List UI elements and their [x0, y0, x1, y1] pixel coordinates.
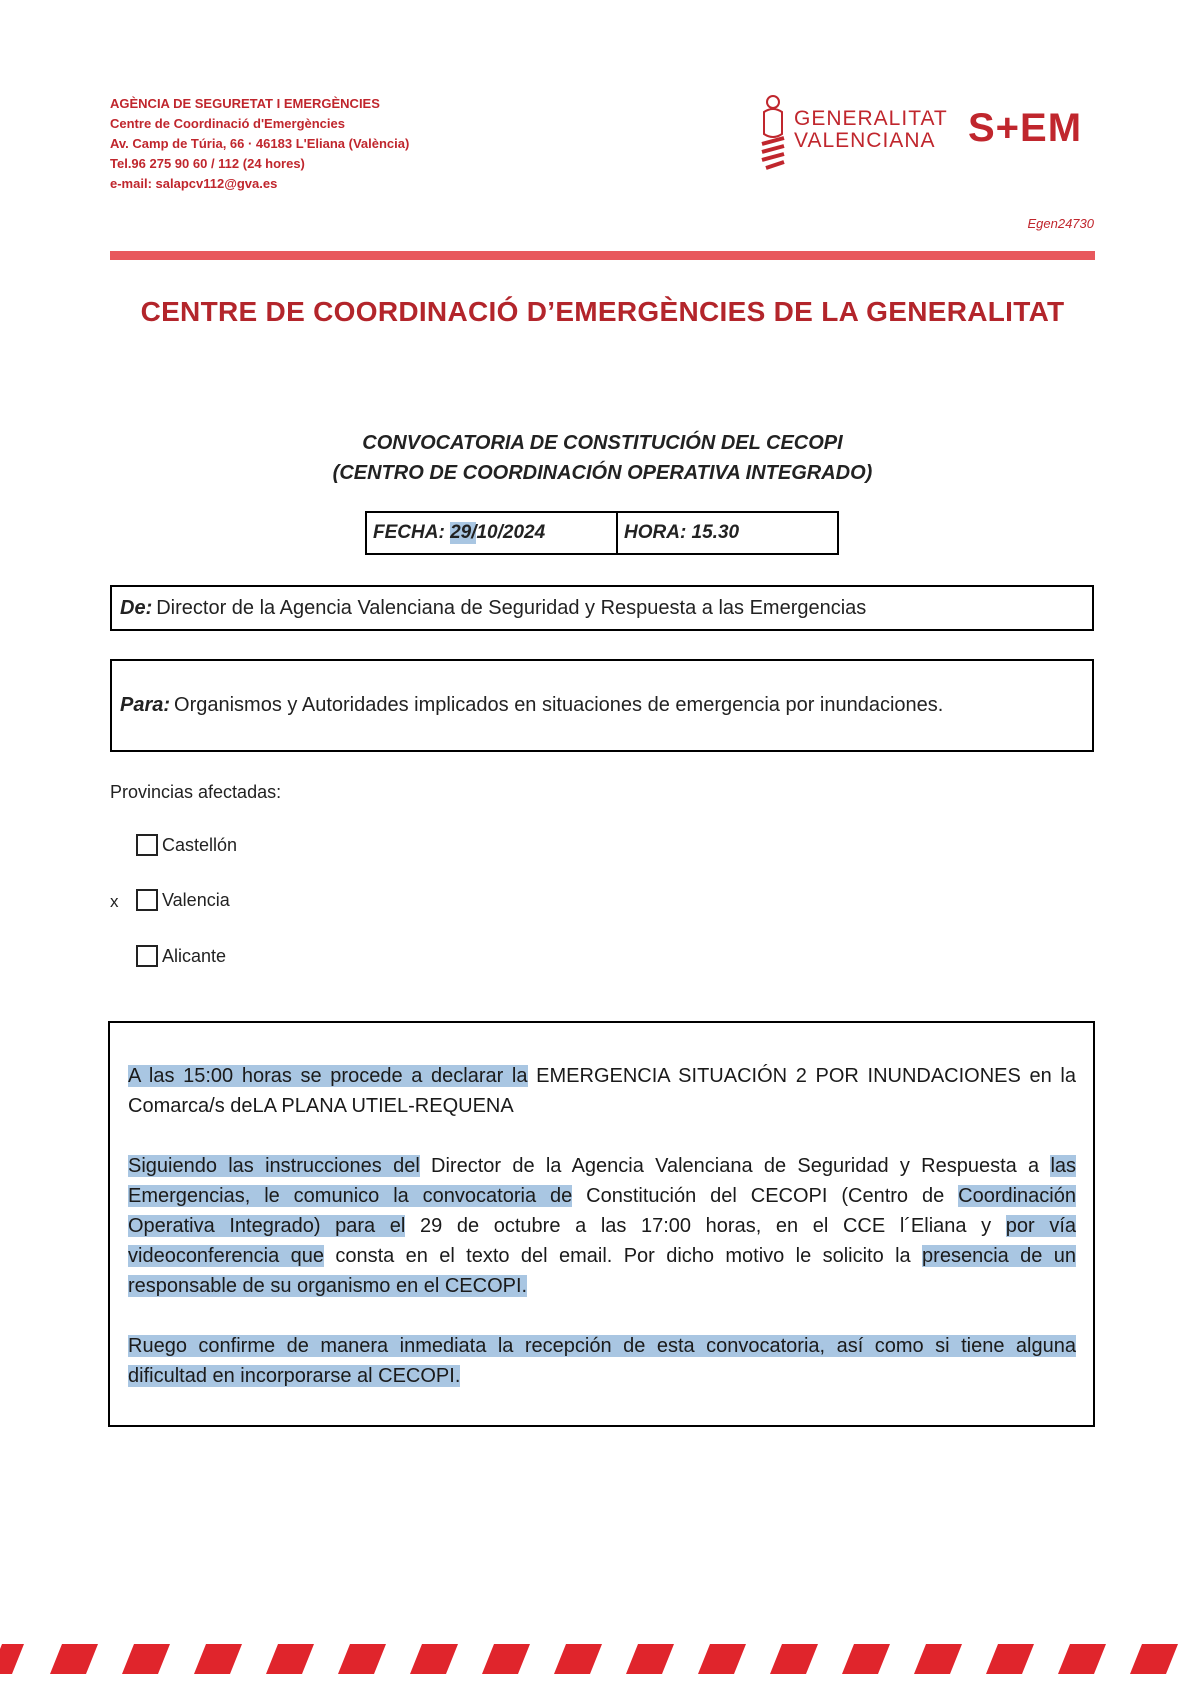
document-reference: Egen24730 — [1027, 216, 1094, 231]
text-run: Constitución del CECOPI (Centro de — [572, 1185, 959, 1207]
message-paragraph-2 — [128, 1151, 1076, 1301]
text-run: 29 de octubre a las 17:00 horas, en el CCE l´Eliana y — [405, 1215, 1006, 1237]
agency-name: AGÈNCIA DE SEGURETAT I EMERGÈNCIES — [110, 96, 380, 111]
generalitat-logo — [756, 94, 948, 170]
province-valencia — [136, 889, 230, 911]
footer-stripes — [0, 1644, 1200, 1674]
text-highlight: las Emergencias, le comunico la convocatoria de — [128, 1155, 1077, 1207]
selection-mark: x — [110, 892, 119, 911]
text-run: Director de la Agencia Valenciana de Seguridad y Respuesta a — [419, 1155, 1051, 1177]
checkbox-alicante[interactable] — [136, 945, 158, 967]
to-label: Para: — [120, 694, 171, 716]
page-title: CENTRE DE COORDINACIÓ D’EMERGÈNCIES DE LA GENERALITAT — [140, 296, 1065, 327]
fecha-day-highlight: 29/ — [450, 522, 477, 543]
convocatoria-title-line1: CONVOCATORIA DE CONSTITUCIÓN DEL CECOPI — [362, 432, 843, 454]
text-highlight: A las 15:00 horas se procede a declarar la — [128, 1065, 528, 1087]
province-alicante — [136, 945, 226, 967]
text-highlight: presencia de un responsable de su organismo en el CECOPI. — [128, 1245, 1077, 1297]
text-highlight: Ruego confirme de manera inmediata la recepción de esta convocatoria, así como si tiene alguna dificultad en incorporarse al CECOPI. — [128, 1335, 1076, 1387]
to-text: Organismos y Autoridades implicados en situaciones de emergencia por inundaciones. — [174, 694, 944, 716]
text-highlight: Siguiendo las instrucciones del — [128, 1155, 420, 1177]
text-run: EMERGENCIA SITUACIÓN 2 POR INUNDACIONES en la Comarca/s deLA PLANA UTIEL-REQUENA — [128, 1065, 1076, 1117]
message-box — [108, 1021, 1095, 1427]
text-highlight: por vía videoconferencia que — [128, 1215, 1076, 1267]
to-box — [110, 659, 1094, 752]
checkbox-valencia[interactable] — [136, 889, 158, 911]
generalitat-wordmark-line2: VALENCIANA — [794, 129, 936, 152]
message-paragraph-3 — [128, 1331, 1076, 1391]
generalitat-wordmark-line1: GENERALITAT — [794, 107, 948, 130]
agency-email: e-mail: salapcv112@gva.es — [110, 176, 278, 191]
generalitat-emblem-icon — [756, 94, 790, 170]
date-time-box — [365, 511, 839, 555]
text-run: consta en el texto del email. Por dicho motivo le solicito la — [323, 1245, 923, 1267]
fecha-label: FECHA: — [373, 522, 445, 543]
agency-info — [110, 94, 409, 194]
province-label: Valencia — [162, 889, 230, 910]
hora-cell: HORA: 15.30 — [624, 522, 740, 543]
checkbox-castellon[interactable] — [136, 834, 158, 856]
generalitat-wordmark — [794, 108, 948, 152]
sem-logo: S+EM — [968, 106, 1083, 150]
convocatoria-title-line2: (CENTRO DE COORDINACIÓN OPERATIVA INTEGRADO) — [332, 462, 873, 484]
provinces-title: Provincias afectadas: — [110, 782, 282, 802]
convocatoria-title — [110, 428, 1095, 488]
text-highlight: Coordinación Operativa Integrado) para el — [128, 1185, 1076, 1237]
from-box — [110, 585, 1094, 631]
from-text: Director de la Agencia Valenciana de Seguridad y Respuesta a las Emergencias — [156, 596, 867, 619]
fecha-rest: 10/2024 — [476, 522, 546, 543]
province-label: Castellón — [162, 834, 238, 855]
fecha-cell — [367, 513, 618, 553]
agency-centre: Centre de Coordinació d'Emergències — [110, 116, 345, 131]
from-label: De: — [120, 596, 153, 619]
message-paragraph-1 — [128, 1061, 1076, 1121]
agency-phone: Tel.96 275 90 60 / 112 (24 hores) — [110, 156, 305, 171]
province-castellon — [136, 834, 237, 856]
header-divider — [110, 251, 1095, 260]
agency-address: Av. Camp de Túria, 66 · 46183 L'Eliana (València) — [110, 136, 410, 151]
province-label: Alicante — [162, 945, 227, 966]
